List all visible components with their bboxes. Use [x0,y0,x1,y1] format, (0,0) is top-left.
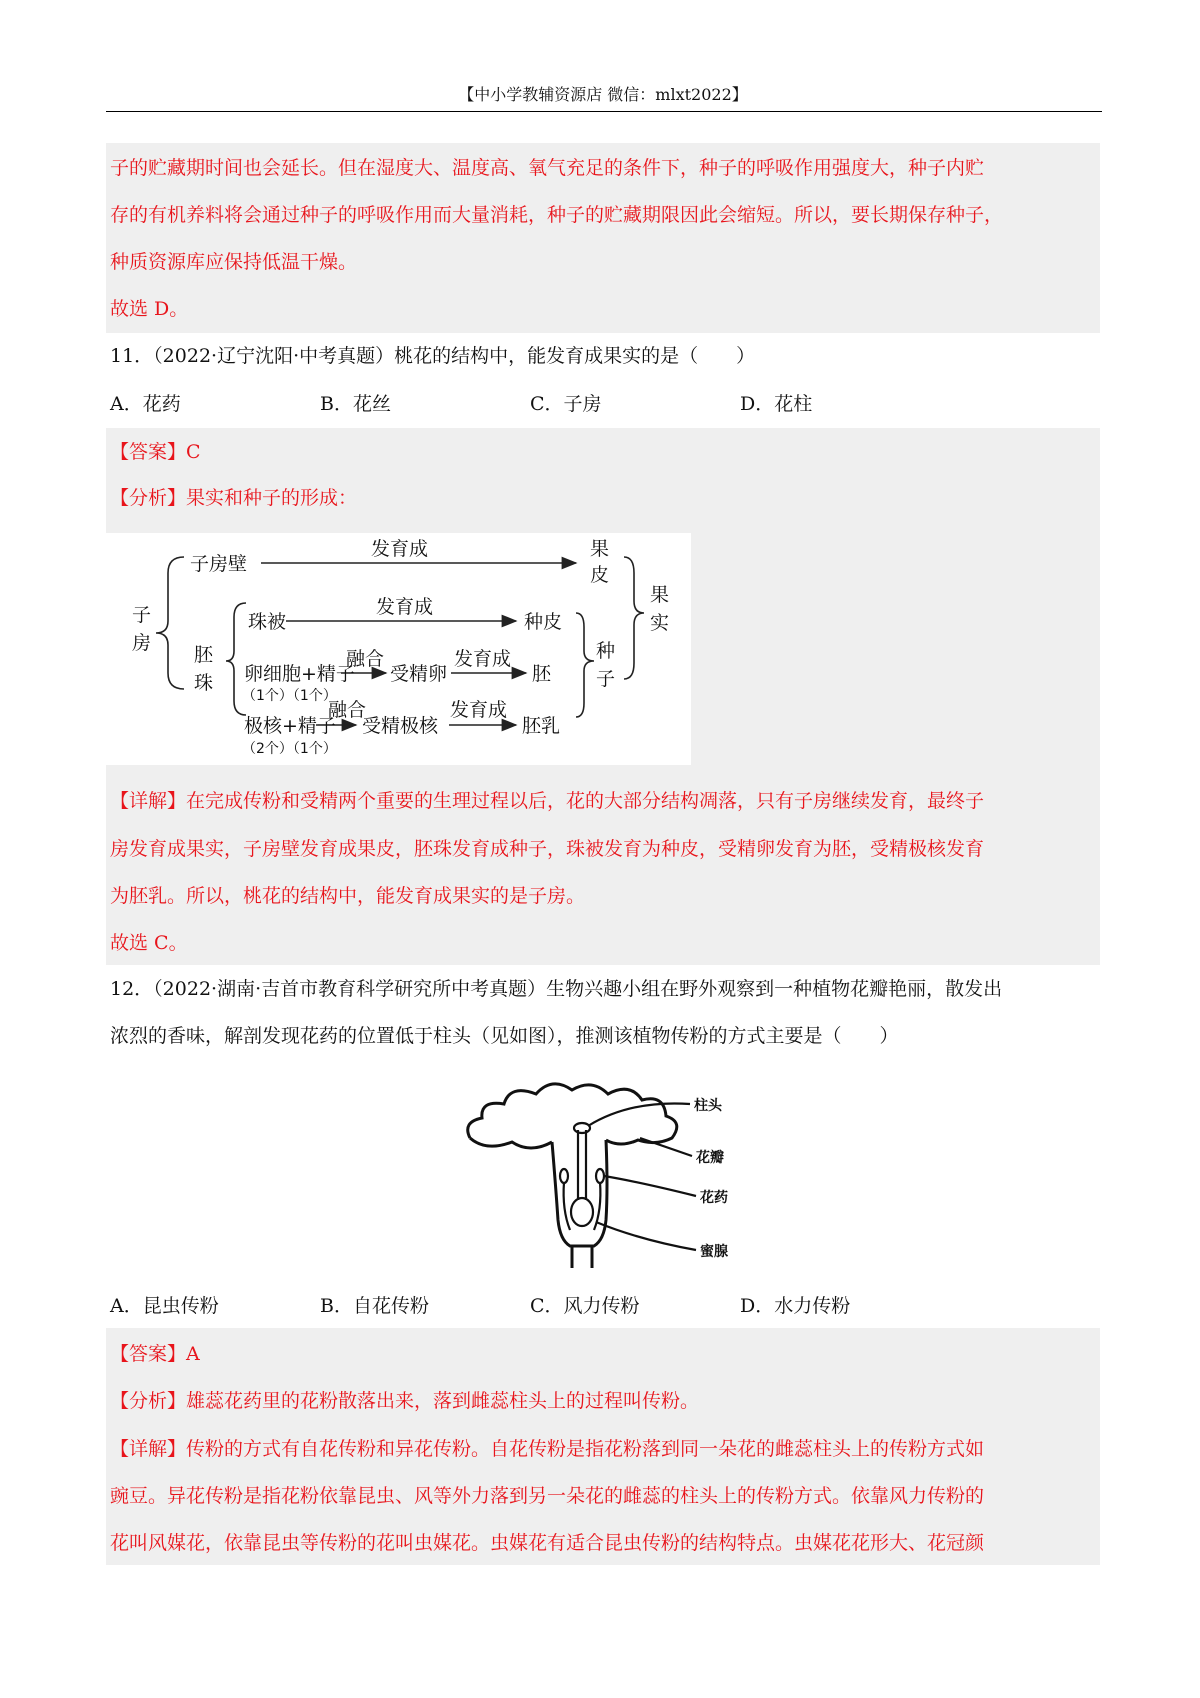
diagram-embryo: 胚 [532,663,552,685]
q11-option-a: A．花药 [110,393,181,415]
fruit-seed-formation-diagram [106,533,691,765]
diagram-ovary-wall: 子房壁 [190,553,248,575]
diagram-pericarp-1: 果 [590,538,610,560]
diagram-fertilized-polar: 受精极核 [362,715,439,737]
diagram-seed-2: 子 [596,668,616,690]
q12-option-c: C．风力传粉 [530,1295,640,1317]
diagram-seed-1: 种 [596,640,616,662]
q11-question: 11．（2022·辽宁沈阳·中考真题）桃花的结构中，能发育成果实的是（ ） [110,345,756,367]
q11-option-c: C．子房 [530,393,602,415]
diagram-develops-3: 发育成 [454,648,512,670]
q11-detail-line-1: 【详解】在完成传粉和受精两个重要的生理过程以后，花的大部分结构凋落，只有子房继续发育，最终子 [110,790,985,812]
diagram-pericarp-2: 皮 [590,564,610,586]
diagram-ovule-2: 珠 [194,672,214,694]
diagram-develops-2: 发育成 [376,596,434,618]
q11-analysis: 【分析】果实和种子的形成： [110,487,358,509]
q12-answer: 【答案】A [110,1343,200,1365]
q12-analysis: 【分析】雄蕊花药里的花粉散落出来，落到雌蕊柱头上的过程叫传粉。 [110,1390,700,1412]
diagram-ovule-1: 胚 [194,644,214,666]
q11-detail-line-3: 为胚乳。所以，桃花的结构中，能发育成果实的是子房。 [110,885,586,907]
q11-option-d: D．花柱 [740,393,813,415]
q11-conclusion: 故选 C。 [110,932,188,954]
diagram-ovary-2: 房 [132,632,152,654]
q10-detail-line-2: 存的有机养料将会通过种子的呼吸作用而大量消耗，种子的贮藏期限因此会缩短。所以，要长期保存种子， [110,204,1004,226]
q12-option-a: A．昆虫传粉 [110,1295,219,1317]
flower-label-nectary: 蜜腺 [700,1244,728,1260]
q12-question-line-2: 浓烈的香味，解剖发现花药的位置低于柱头（见如图），推测该植物传粉的方式主要是（ ） [110,1025,899,1047]
diagram-count-2: （2个）（1个） [242,741,337,757]
q10-detail-line-3: 种质资源库应保持低温干燥。 [110,251,358,273]
diagram-ovary-1: 子 [132,604,152,626]
flower-structure-figure [460,1070,780,1270]
diagram-develops-4: 发育成 [450,699,508,721]
diagram-integument: 珠被 [248,611,287,633]
q10-detail-line-1: 子的贮藏期时间也会延长。但在湿度大、温度高、氧气充足的条件下，种子的呼吸作用强度大，种子内贮 [110,157,985,179]
q10-conclusion: 故选 D。 [110,298,189,320]
q11-option-b: B．花丝 [320,393,391,415]
flower-label-petal: 花瓣 [696,1150,724,1166]
flower-label-stigma: 柱头 [694,1098,722,1114]
header-rule [106,111,1102,112]
q12-detail-line-2: 豌豆。异花传粉是指花粉依靠昆虫、风等外力落到另一朵花的雌蕊的柱头上的传粉方式。依靠风力传粉的 [110,1485,985,1507]
diagram-develops-1: 发育成 [371,538,429,560]
q12-option-d: D．水力传粉 [740,1295,851,1317]
diagram-count-1: （1个）（1个） [242,688,337,704]
diagram-zygote: 受精卵 [390,663,448,685]
diagram-polar-sperm: 极核+精子 [244,715,336,737]
flower-label-anther: 花药 [700,1190,728,1206]
q12-detail-line-3: 花叫风媒花，依靠昆虫等传粉的花叫虫媒花。虫媒花有适合昆虫传粉的结构特点。虫媒花花形大、花冠颜 [110,1532,985,1554]
diagram-fuse-2: 融合 [328,699,367,721]
q11-answer: 【答案】C [110,441,201,463]
q12-question-line-1: 12．（2022·湖南·吉首市教育科学研究所中考真题）生物兴趣小组在野外观察到一种植物花瓣艳丽，散发出 [110,978,1003,1000]
diagram-fruit-2: 实 [650,612,670,634]
diagram-endosperm: 胚乳 [522,715,561,737]
diagram-seed-coat: 种皮 [524,611,563,633]
q12-option-b: B．自花传粉 [320,1295,429,1317]
diagram-egg-sperm: 卵细胞+精子 [244,663,355,685]
diagram-fruit-1: 果 [650,584,670,606]
q12-detail-line-1: 【详解】传粉的方式有自花传粉和异花传粉。自花传粉是指花粉落到同一朵花的雌蕊柱头上的传粉方式如 [110,1438,985,1460]
page-header: 【中小学教辅资源店 微信：mlxt2022】 [458,85,748,104]
q11-detail-line-2: 房发育成果实，子房壁发育成果皮，胚珠发育成种子，珠被发育为种皮，受精卵发育为胚，受精极核发育 [110,838,985,860]
diagram-fuse-1: 融合 [346,648,385,670]
